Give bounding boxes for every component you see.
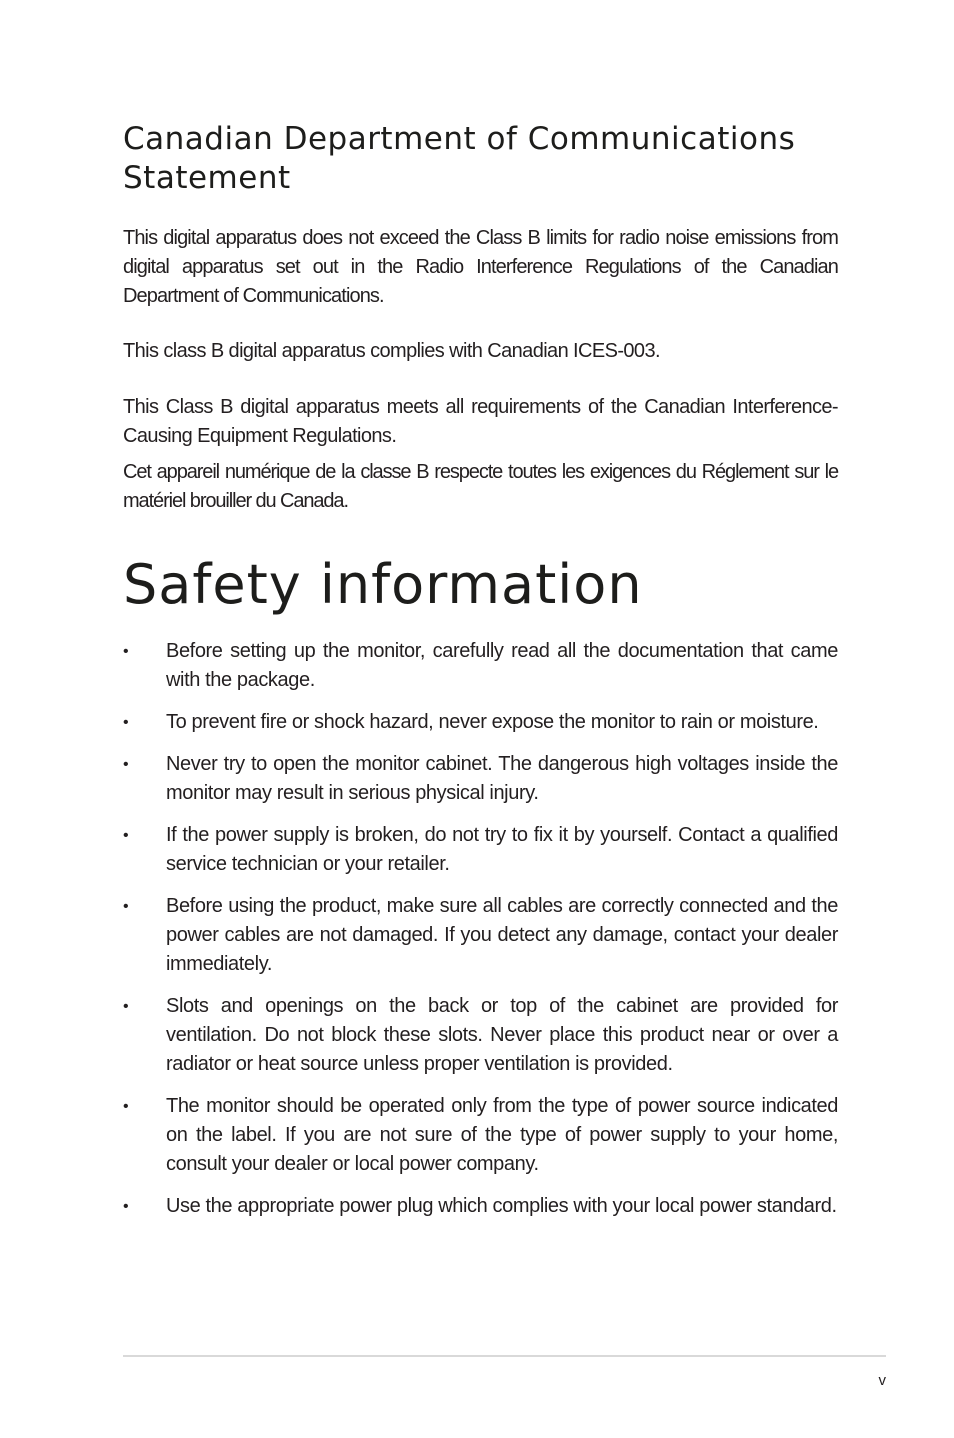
bullet-marker: • bbox=[123, 714, 129, 731]
list-item bbox=[123, 637, 838, 695]
bullet-marker: • bbox=[123, 998, 129, 1015]
list-item-text: The monitor should be operated only from the type of power source indicated on the label. If you are not sure of the type of power supply to your home, consult your dealer or local power company. bbox=[166, 1095, 838, 1175]
list-item bbox=[123, 992, 838, 1079]
paragraph-ices-003: This class B digital apparatus complies with Canadian ICES-003. bbox=[123, 340, 660, 362]
bullet-marker: • bbox=[123, 1198, 129, 1215]
bullet-marker: • bbox=[123, 827, 129, 844]
list-item-text: Use the appropriate power plug which complies with your local power standard. bbox=[166, 1195, 837, 1217]
list-item-text: To prevent fire or shock hazard, never expose the monitor to rain or moisture. bbox=[166, 711, 819, 733]
list-item bbox=[123, 821, 838, 879]
section-heading: Canadian Department of Communications Statement bbox=[123, 121, 796, 196]
bullet-marker: • bbox=[123, 756, 129, 773]
bullet-marker: • bbox=[123, 898, 129, 915]
list-item-text: If the power supply is broken, do not try to fix it by yourself. Contact a qualified service technician or your retailer. bbox=[166, 824, 838, 875]
bullet-marker: • bbox=[123, 1098, 129, 1115]
list-item-text: Slots and openings on the back or top of the cabinet are provided for ventilation. Do not block these slots. Never place this product near or over a radiator or heat source unless proper ventilation is provided. bbox=[166, 995, 838, 1075]
bullet-marker: • bbox=[123, 643, 129, 660]
paragraph-radio-noise: This digital apparatus does not exceed the Class B limits for radio noise emissions from digital apparatus set out in the Radio Interference Regulations of the Canadian Department of Communications. bbox=[123, 227, 838, 307]
page-number: v bbox=[878, 1372, 886, 1389]
list-item bbox=[123, 1092, 838, 1179]
safety-title: Safety information bbox=[123, 553, 643, 616]
list-item bbox=[123, 1192, 838, 1221]
paragraph-interference-regulations: This Class B digital apparatus meets all requirements of the Canadian Interference-Causing Equipment Regulations. bbox=[123, 396, 838, 447]
list-item-text: Never try to open the monitor cabinet. The dangerous high voltages inside the monitor may result in serious physical injury. bbox=[166, 753, 838, 804]
list-item bbox=[123, 708, 838, 737]
list-item-text: Before setting up the monitor, carefully read all the documentation that came with the package. bbox=[166, 640, 838, 691]
list-item-text: Before using the product, make sure all cables are correctly connected and the power cables are not damaged. If you detect any damage, contact your dealer immediately. bbox=[166, 895, 838, 975]
list-item bbox=[123, 750, 838, 808]
list-item bbox=[123, 892, 838, 979]
footer-divider bbox=[123, 1355, 886, 1357]
paragraph-french-statement: Cet appareil numérique de la classe B respecte toutes les exigences du Réglement sur le matériel brouiller du Canada. bbox=[123, 461, 838, 512]
safety-list bbox=[123, 637, 838, 1234]
